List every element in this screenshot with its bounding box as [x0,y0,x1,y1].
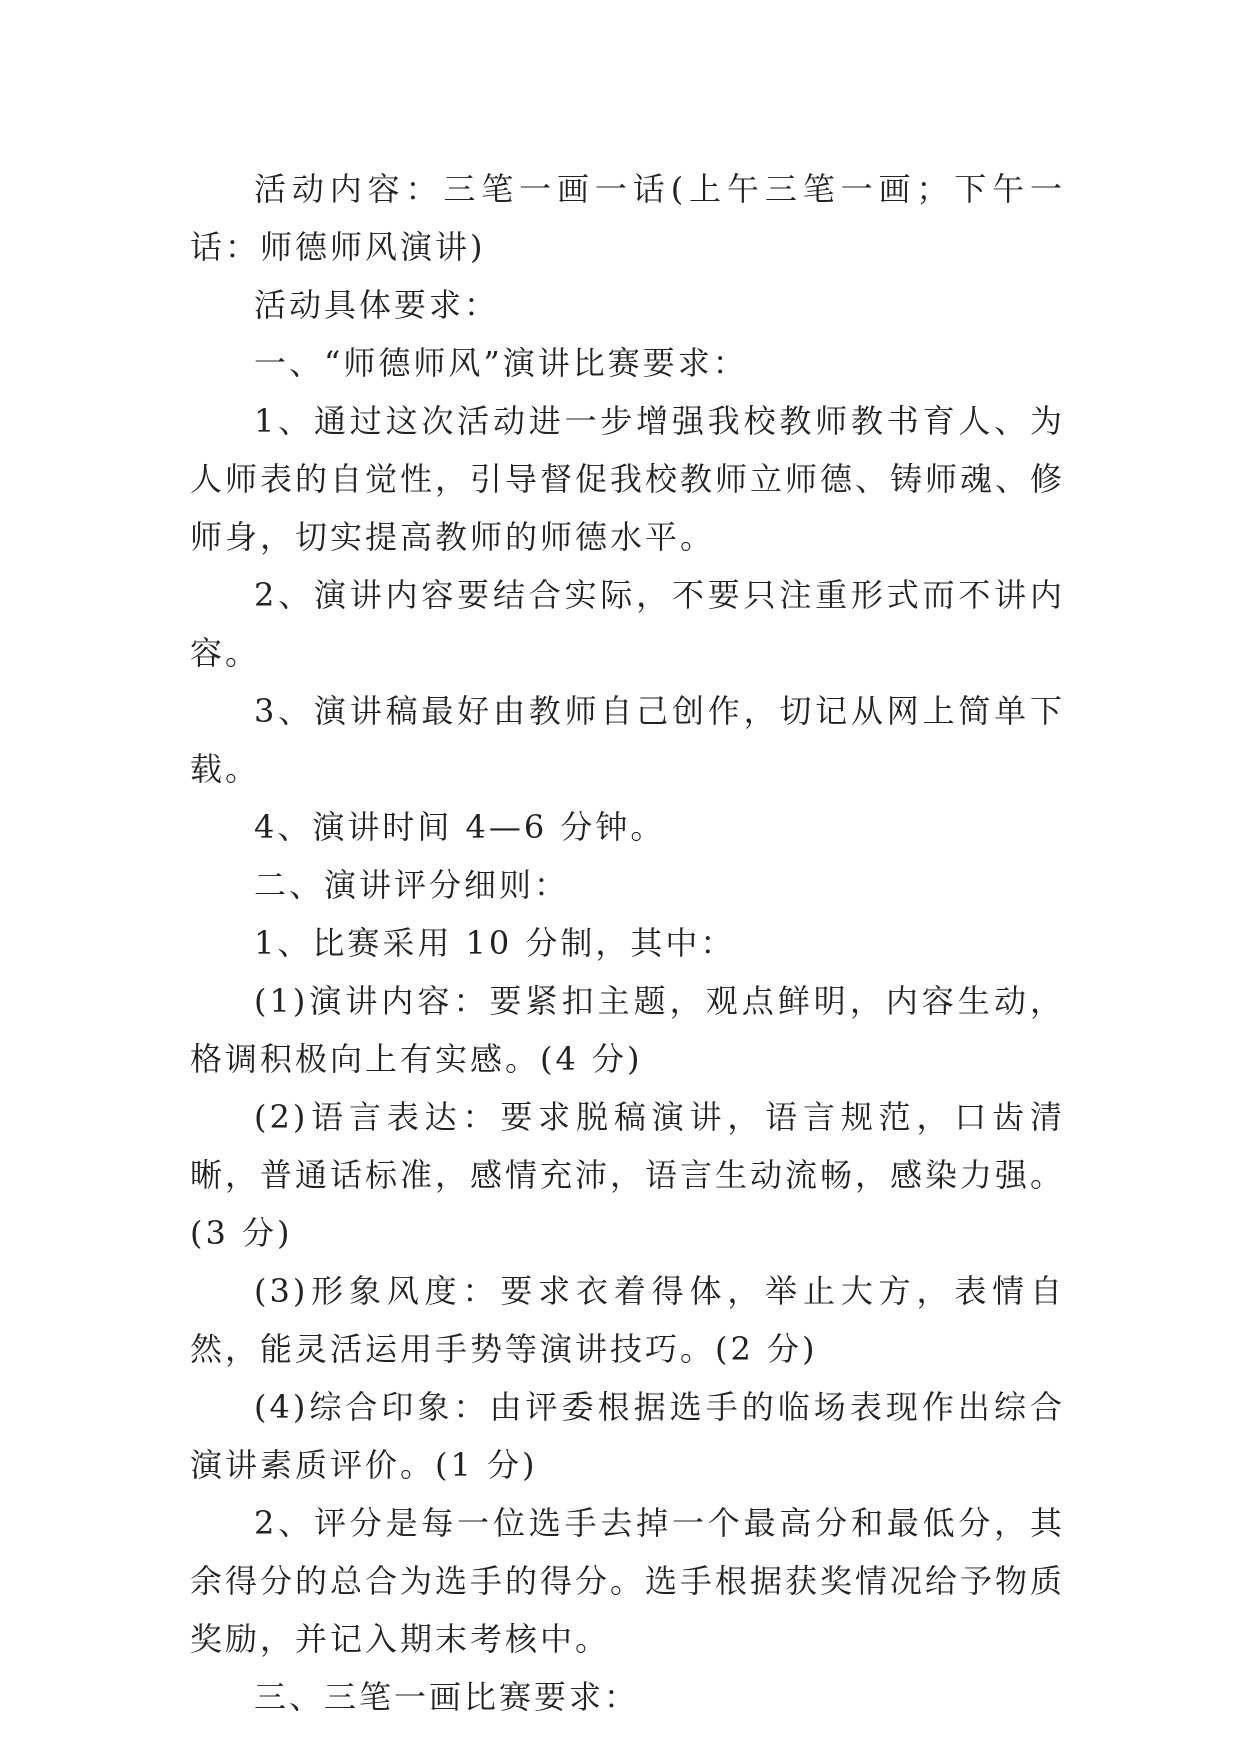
list-item-duration: 4、演讲时间 4—6 分钟。 [254,808,666,846]
section-heading-speech-contest: 一、“师德师风”演讲比赛要求： [254,344,748,382]
scoring-item-content: (1)演讲内容：要紧扣主题，观点鲜明，内容生动，格调积极向上有实感。(4 分) [190,982,1065,1078]
document-body [190,160,1065,1726]
scoring-item-demeanor: (3)形象风度：要求衣着得体，举止大方，表情自然，能灵活运用手势等演讲技巧。(2 分) [190,1272,1065,1368]
scoring-item-language: (2)语言表达：要求脱稿演讲，语言规范，口齿清晰，普通话标准，感情充沛，语言生动流畅，感染力强。(3 分) [190,1098,1066,1252]
list-item-score-calculation: 2、评分是每一位选手去掉一个最高分和最低分，其余得分的总合为选手的得分。选手根据获奖情况给予物质奖励，并记入期末考核中。 [190,1504,1066,1658]
list-item-scoring-system: 1、比赛采用 10 分制，其中： [254,924,736,962]
list-item-draft: 3、演讲稿最好由教师自己创作，切记从网上简单下载。 [190,692,1065,788]
scoring-item-overall: (4)综合印象：由评委根据选手的临场表现作出综合演讲素质评价。(1 分) [190,1388,1065,1484]
list-item-purpose: 1、通过这次活动进一步增强我校教师教书育人、为人师表的自觉性，引导督促我校教师立师德、铸师魂、修师身，切实提高教师的师德水平。 [190,402,1066,556]
section-heading-calligraphy: 三、三笔一画比赛要求： [254,1678,640,1716]
list-item-content: 2、演讲内容要结合实际，不要只注重形式而不讲内容。 [190,576,1065,672]
paragraph-activity-content: 活动内容：三笔一画一话(上午三笔一画；下午一话：师德师风演讲) [190,170,1065,266]
section-heading-scoring: 二、演讲评分细则： [254,866,570,904]
paragraph-requirements-heading: 活动具体要求： [254,286,500,324]
